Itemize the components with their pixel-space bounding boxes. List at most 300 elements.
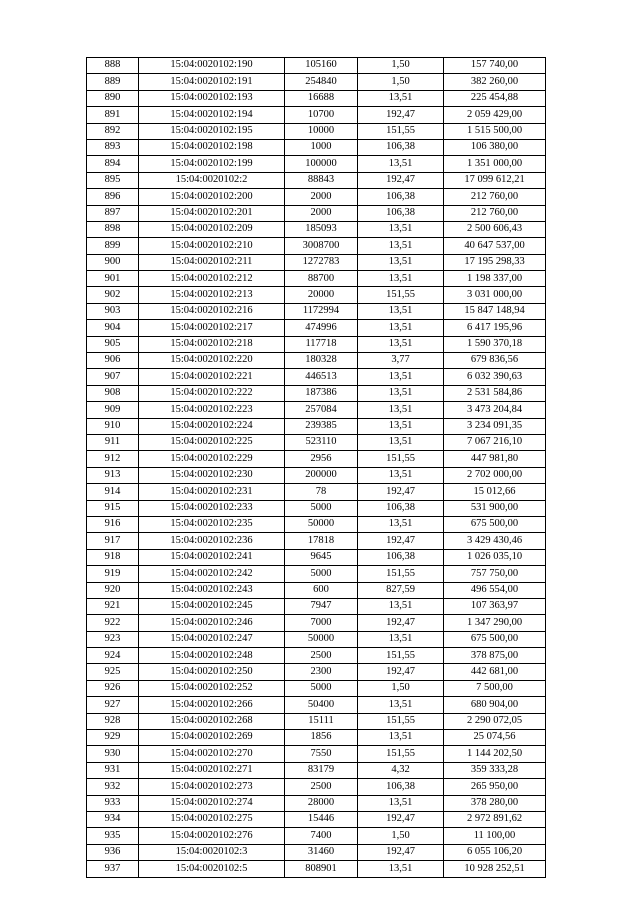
row-number-cell: 933 — [87, 795, 139, 811]
cadastral-number-cell: 15:04:0020102:229 — [139, 451, 285, 467]
row-number-cell: 895 — [87, 172, 139, 188]
area-value-cell: 20000 — [285, 287, 358, 303]
area-value-cell: 88700 — [285, 271, 358, 287]
cadastral-sum-cell: 6 055 106,20 — [444, 844, 546, 860]
rate-value-cell: 13,51 — [358, 418, 444, 434]
rate-value-cell: 106,38 — [358, 189, 444, 205]
area-value-cell: 1172994 — [285, 303, 358, 319]
rate-value-cell: 106,38 — [358, 500, 444, 516]
area-value-cell: 239385 — [285, 418, 358, 434]
cadastral-number-cell: 15:04:0020102:190 — [139, 58, 285, 74]
table-row — [87, 418, 546, 434]
rate-value-cell: 192,47 — [358, 533, 444, 549]
table-row — [87, 107, 546, 123]
table-row — [87, 320, 546, 336]
cadastral-sum-cell: 1 590 370,18 — [444, 336, 546, 352]
table-row — [87, 172, 546, 188]
cadastral-number-cell: 15:04:0020102:269 — [139, 730, 285, 746]
cadastral-sum-cell: 679 836,56 — [444, 353, 546, 369]
cadastral-number-cell: 15:04:0020102:241 — [139, 549, 285, 565]
cadastral-sum-cell: 359 333,28 — [444, 762, 546, 778]
cadastral-sum-cell: 107 363,97 — [444, 598, 546, 614]
cadastral-sum-cell: 157 740,00 — [444, 58, 546, 74]
row-number-cell: 935 — [87, 828, 139, 844]
rate-value-cell: 1,50 — [358, 828, 444, 844]
rate-value-cell: 192,47 — [358, 484, 444, 500]
area-value-cell: 10700 — [285, 107, 358, 123]
cadastral-number-cell: 15:04:0020102:247 — [139, 631, 285, 647]
row-number-cell: 920 — [87, 582, 139, 598]
cadastral-sum-cell: 1 026 035,10 — [444, 549, 546, 565]
table-row — [87, 287, 546, 303]
row-number-cell: 910 — [87, 418, 139, 434]
area-value-cell: 78 — [285, 484, 358, 500]
cadastral-sum-cell: 757 750,00 — [444, 566, 546, 582]
row-number-cell: 914 — [87, 484, 139, 500]
cadastral-sum-cell: 2 059 429,00 — [444, 107, 546, 123]
row-number-cell: 912 — [87, 451, 139, 467]
rate-value-cell: 13,51 — [358, 271, 444, 287]
cadastral-number-cell: 15:04:0020102:266 — [139, 697, 285, 713]
rate-value-cell: 151,55 — [358, 713, 444, 729]
rate-value-cell: 13,51 — [358, 516, 444, 532]
row-number-cell: 934 — [87, 811, 139, 827]
area-value-cell: 446513 — [285, 369, 358, 385]
table-row — [87, 811, 546, 827]
rate-value-cell: 13,51 — [358, 369, 444, 385]
row-number-cell: 891 — [87, 107, 139, 123]
cadastral-sum-cell: 6 417 195,96 — [444, 320, 546, 336]
row-number-cell: 911 — [87, 434, 139, 450]
table-body — [87, 58, 546, 878]
rate-value-cell: 1,50 — [358, 74, 444, 90]
table-row — [87, 451, 546, 467]
cadastral-sum-cell: 382 260,00 — [444, 74, 546, 90]
area-value-cell: 600 — [285, 582, 358, 598]
row-number-cell: 916 — [87, 516, 139, 532]
table-row — [87, 516, 546, 532]
rate-value-cell: 151,55 — [358, 648, 444, 664]
rate-value-cell: 13,51 — [358, 336, 444, 352]
area-value-cell: 2300 — [285, 664, 358, 680]
rate-value-cell: 13,51 — [358, 402, 444, 418]
cadastral-number-cell: 15:04:0020102:233 — [139, 500, 285, 516]
area-value-cell: 50000 — [285, 516, 358, 532]
cadastral-number-cell: 15:04:0020102:275 — [139, 811, 285, 827]
row-number-cell: 892 — [87, 123, 139, 139]
cadastral-number-cell: 15:04:0020102:270 — [139, 746, 285, 762]
table-row — [87, 779, 546, 795]
rate-value-cell: 192,47 — [358, 811, 444, 827]
table-row — [87, 664, 546, 680]
row-number-cell: 923 — [87, 631, 139, 647]
rate-value-cell: 13,51 — [358, 156, 444, 172]
row-number-cell: 936 — [87, 844, 139, 860]
area-value-cell: 200000 — [285, 467, 358, 483]
row-number-cell: 888 — [87, 58, 139, 74]
cadastral-sum-cell: 3 429 430,46 — [444, 533, 546, 549]
rate-value-cell: 106,38 — [358, 139, 444, 155]
cadastral-number-cell: 15:04:0020102:271 — [139, 762, 285, 778]
cadastral-number-cell: 15:04:0020102:235 — [139, 516, 285, 532]
table-row — [87, 533, 546, 549]
area-value-cell: 5000 — [285, 680, 358, 696]
cadastral-sum-cell: 675 500,00 — [444, 631, 546, 647]
row-number-cell: 915 — [87, 500, 139, 516]
row-number-cell: 907 — [87, 369, 139, 385]
cadastral-number-cell: 15:04:0020102:193 — [139, 90, 285, 106]
rate-value-cell: 4,32 — [358, 762, 444, 778]
rate-value-cell: 13,51 — [358, 254, 444, 270]
row-number-cell: 903 — [87, 303, 139, 319]
rate-value-cell: 3,77 — [358, 353, 444, 369]
cadastral-number-cell: 15:04:0020102:245 — [139, 598, 285, 614]
table-row — [87, 828, 546, 844]
cadastral-number-cell: 15:04:0020102:252 — [139, 680, 285, 696]
cadastral-sum-cell: 378 875,00 — [444, 648, 546, 664]
cadastral-sum-cell: 225 454,88 — [444, 90, 546, 106]
area-value-cell: 185093 — [285, 221, 358, 237]
rate-value-cell: 106,38 — [358, 779, 444, 795]
rate-value-cell: 13,51 — [358, 795, 444, 811]
rate-value-cell: 13,51 — [358, 467, 444, 483]
cadastral-number-cell: 15:04:0020102:209 — [139, 221, 285, 237]
table-row — [87, 598, 546, 614]
table-row — [87, 500, 546, 516]
row-number-cell: 900 — [87, 254, 139, 270]
rate-value-cell: 13,51 — [358, 320, 444, 336]
row-number-cell: 897 — [87, 205, 139, 221]
rate-value-cell: 13,51 — [358, 385, 444, 401]
cadastral-number-cell: 15:04:0020102:243 — [139, 582, 285, 598]
table-row — [87, 254, 546, 270]
cadastral-number-cell: 15:04:0020102:248 — [139, 648, 285, 664]
table-row — [87, 615, 546, 631]
cadastral-sum-cell: 3 234 091,35 — [444, 418, 546, 434]
cadastral-number-cell: 15:04:0020102:246 — [139, 615, 285, 631]
cadastral-sum-cell: 11 100,00 — [444, 828, 546, 844]
cadastral-number-cell: 15:04:0020102:276 — [139, 828, 285, 844]
table-row — [87, 123, 546, 139]
table-row — [87, 74, 546, 90]
cadastral-sum-cell: 106 380,00 — [444, 139, 546, 155]
cadastral-number-cell: 15:04:0020102:225 — [139, 434, 285, 450]
cadastral-number-cell: 15:04:0020102:201 — [139, 205, 285, 221]
table-row — [87, 58, 546, 74]
cadastral-sum-cell: 10 928 252,51 — [444, 861, 546, 877]
cadastral-number-cell: 15:04:0020102:220 — [139, 353, 285, 369]
row-number-cell: 918 — [87, 549, 139, 565]
table-row — [87, 271, 546, 287]
area-value-cell: 50400 — [285, 697, 358, 713]
cadastral-sum-cell: 442 681,00 — [444, 664, 546, 680]
rate-value-cell: 151,55 — [358, 287, 444, 303]
table-row — [87, 746, 546, 762]
rate-value-cell: 13,51 — [358, 861, 444, 877]
cadastral-sum-cell: 1 347 290,00 — [444, 615, 546, 631]
row-number-cell: 931 — [87, 762, 139, 778]
cadastral-sum-cell: 7 500,00 — [444, 680, 546, 696]
cadastral-number-cell: 15:04:0020102:3 — [139, 844, 285, 860]
cadastral-sum-cell: 2 500 606,43 — [444, 221, 546, 237]
cadastral-number-cell: 15:04:0020102:213 — [139, 287, 285, 303]
cadastral-sum-cell: 1 351 000,00 — [444, 156, 546, 172]
table-row — [87, 303, 546, 319]
table-row — [87, 385, 546, 401]
cadastral-sum-cell: 212 760,00 — [444, 205, 546, 221]
area-value-cell: 7550 — [285, 746, 358, 762]
cadastral-sum-cell: 447 981,80 — [444, 451, 546, 467]
cadastral-number-cell: 15:04:0020102:221 — [139, 369, 285, 385]
area-value-cell: 50000 — [285, 631, 358, 647]
cadastral-sum-cell: 680 904,00 — [444, 697, 546, 713]
area-value-cell: 7000 — [285, 615, 358, 631]
row-number-cell: 927 — [87, 697, 139, 713]
area-value-cell: 5000 — [285, 500, 358, 516]
cadastral-sum-cell: 7 067 216,10 — [444, 434, 546, 450]
row-number-cell: 919 — [87, 566, 139, 582]
table-row — [87, 139, 546, 155]
cadastral-sum-cell: 17 099 612,21 — [444, 172, 546, 188]
area-value-cell: 100000 — [285, 156, 358, 172]
row-number-cell: 925 — [87, 664, 139, 680]
area-value-cell: 1272783 — [285, 254, 358, 270]
row-number-cell: 928 — [87, 713, 139, 729]
area-value-cell: 7400 — [285, 828, 358, 844]
table-row — [87, 336, 546, 352]
row-number-cell: 924 — [87, 648, 139, 664]
cadastral-sum-cell: 3 473 204,84 — [444, 402, 546, 418]
cadastral-number-cell: 15:04:0020102:230 — [139, 467, 285, 483]
rate-value-cell: 13,51 — [358, 90, 444, 106]
row-number-cell: 906 — [87, 353, 139, 369]
cadastral-number-cell: 15:04:0020102:195 — [139, 123, 285, 139]
area-value-cell: 523110 — [285, 434, 358, 450]
rate-value-cell: 13,51 — [358, 238, 444, 254]
area-value-cell: 3008700 — [285, 238, 358, 254]
row-number-cell: 901 — [87, 271, 139, 287]
row-number-cell: 904 — [87, 320, 139, 336]
area-value-cell: 257084 — [285, 402, 358, 418]
area-value-cell: 17818 — [285, 533, 358, 549]
rate-value-cell: 106,38 — [358, 205, 444, 221]
cadastral-sum-cell: 496 554,00 — [444, 582, 546, 598]
table-row — [87, 549, 546, 565]
table-row — [87, 221, 546, 237]
cadastral-sum-cell: 378 280,00 — [444, 795, 546, 811]
table-row — [87, 189, 546, 205]
area-value-cell: 1856 — [285, 730, 358, 746]
cadastral-number-cell: 15:04:0020102:268 — [139, 713, 285, 729]
rate-value-cell: 13,51 — [358, 697, 444, 713]
cadastral-sum-cell: 40 647 537,00 — [444, 238, 546, 254]
row-number-cell: 930 — [87, 746, 139, 762]
cadastral-sum-cell: 1 515 500,00 — [444, 123, 546, 139]
cadastral-number-cell: 15:04:0020102:273 — [139, 779, 285, 795]
area-value-cell: 10000 — [285, 123, 358, 139]
row-number-cell: 922 — [87, 615, 139, 631]
area-value-cell: 117718 — [285, 336, 358, 352]
cadastral-sum-cell: 2 702 000,00 — [444, 467, 546, 483]
table-row — [87, 369, 546, 385]
cadastral-number-cell: 15:04:0020102:231 — [139, 484, 285, 500]
rate-value-cell: 192,47 — [358, 107, 444, 123]
table-row — [87, 156, 546, 172]
cadastral-sum-cell: 2 290 072,05 — [444, 713, 546, 729]
cadastral-number-cell: 15:04:0020102:212 — [139, 271, 285, 287]
cadastral-sum-cell: 1 198 337,00 — [444, 271, 546, 287]
cadastral-sum-cell: 675 500,00 — [444, 516, 546, 532]
rate-value-cell: 192,47 — [358, 844, 444, 860]
cadastral-sum-cell: 2 531 584,86 — [444, 385, 546, 401]
area-value-cell: 15111 — [285, 713, 358, 729]
cadastral-number-cell: 15:04:0020102:191 — [139, 74, 285, 90]
cadastral-number-cell: 15:04:0020102:222 — [139, 385, 285, 401]
cadastral-sum-cell: 2 972 891,62 — [444, 811, 546, 827]
table-row — [87, 353, 546, 369]
cadastral-number-cell: 15:04:0020102:2 — [139, 172, 285, 188]
cadastral-sum-cell: 15 847 148,94 — [444, 303, 546, 319]
row-number-cell: 917 — [87, 533, 139, 549]
rate-value-cell: 151,55 — [358, 123, 444, 139]
area-value-cell: 31460 — [285, 844, 358, 860]
row-number-cell: 908 — [87, 385, 139, 401]
cadastral-number-cell: 15:04:0020102:5 — [139, 861, 285, 877]
cadastral-sum-cell: 1 144 202,50 — [444, 746, 546, 762]
area-value-cell: 7947 — [285, 598, 358, 614]
cadastral-sum-cell: 17 195 298,33 — [444, 254, 546, 270]
table-row — [87, 631, 546, 647]
row-number-cell: 890 — [87, 90, 139, 106]
cadastral-sum-cell: 3 031 000,00 — [444, 287, 546, 303]
row-number-cell: 889 — [87, 74, 139, 90]
area-value-cell: 2000 — [285, 189, 358, 205]
rate-value-cell: 13,51 — [358, 730, 444, 746]
rate-value-cell: 151,55 — [358, 566, 444, 582]
table-row — [87, 434, 546, 450]
table-row — [87, 238, 546, 254]
row-number-cell: 909 — [87, 402, 139, 418]
row-number-cell: 894 — [87, 156, 139, 172]
row-number-cell: 926 — [87, 680, 139, 696]
rate-value-cell: 192,47 — [358, 172, 444, 188]
area-value-cell: 2956 — [285, 451, 358, 467]
area-value-cell: 2500 — [285, 648, 358, 664]
table-row — [87, 762, 546, 778]
cadastral-number-cell: 15:04:0020102:194 — [139, 107, 285, 123]
table-row — [87, 205, 546, 221]
rate-value-cell: 13,51 — [358, 303, 444, 319]
rate-value-cell: 827,59 — [358, 582, 444, 598]
cadastral-sum-cell: 25 074,56 — [444, 730, 546, 746]
table-row — [87, 467, 546, 483]
cadastral-number-cell: 15:04:0020102:199 — [139, 156, 285, 172]
table-row — [87, 402, 546, 418]
rate-value-cell: 151,55 — [358, 451, 444, 467]
area-value-cell: 88843 — [285, 172, 358, 188]
area-value-cell: 808901 — [285, 861, 358, 877]
row-number-cell: 932 — [87, 779, 139, 795]
cadastral-number-cell: 15:04:0020102:242 — [139, 566, 285, 582]
area-value-cell: 105160 — [285, 58, 358, 74]
area-value-cell: 15446 — [285, 811, 358, 827]
area-value-cell: 83179 — [285, 762, 358, 778]
area-value-cell: 474996 — [285, 320, 358, 336]
rate-value-cell: 13,51 — [358, 221, 444, 237]
table-row — [87, 484, 546, 500]
row-number-cell: 905 — [87, 336, 139, 352]
area-value-cell: 187386 — [285, 385, 358, 401]
row-number-cell: 899 — [87, 238, 139, 254]
cadastral-number-cell: 15:04:0020102:223 — [139, 402, 285, 418]
cadastral-sum-cell: 265 950,00 — [444, 779, 546, 795]
table-row — [87, 861, 546, 877]
row-number-cell: 921 — [87, 598, 139, 614]
area-value-cell: 16688 — [285, 90, 358, 106]
row-number-cell: 898 — [87, 221, 139, 237]
rate-value-cell: 1,50 — [358, 58, 444, 74]
cadastral-sum-cell: 531 900,00 — [444, 500, 546, 516]
rate-value-cell: 1,50 — [358, 680, 444, 696]
cadastral-value-table — [86, 57, 546, 878]
cadastral-sum-cell: 6 032 390,63 — [444, 369, 546, 385]
area-value-cell: 5000 — [285, 566, 358, 582]
table-row — [87, 730, 546, 746]
cadastral-number-cell: 15:04:0020102:200 — [139, 189, 285, 205]
area-value-cell: 28000 — [285, 795, 358, 811]
cadastral-number-cell: 15:04:0020102:198 — [139, 139, 285, 155]
cadastral-number-cell: 15:04:0020102:211 — [139, 254, 285, 270]
area-value-cell: 254840 — [285, 74, 358, 90]
rate-value-cell: 106,38 — [358, 549, 444, 565]
cadastral-number-cell: 15:04:0020102:210 — [139, 238, 285, 254]
rate-value-cell: 13,51 — [358, 598, 444, 614]
rate-value-cell: 151,55 — [358, 746, 444, 762]
cadastral-sum-cell: 15 012,66 — [444, 484, 546, 500]
area-value-cell: 2500 — [285, 779, 358, 795]
cadastral-number-cell: 15:04:0020102:236 — [139, 533, 285, 549]
row-number-cell: 893 — [87, 139, 139, 155]
row-number-cell: 913 — [87, 467, 139, 483]
area-value-cell: 2000 — [285, 205, 358, 221]
row-number-cell: 902 — [87, 287, 139, 303]
rate-value-cell: 13,51 — [358, 631, 444, 647]
cadastral-number-cell: 15:04:0020102:216 — [139, 303, 285, 319]
table-row — [87, 713, 546, 729]
rate-value-cell: 192,47 — [358, 664, 444, 680]
rate-value-cell: 192,47 — [358, 615, 444, 631]
rate-value-cell: 13,51 — [358, 434, 444, 450]
area-value-cell: 1000 — [285, 139, 358, 155]
table-row — [87, 844, 546, 860]
cadastral-number-cell: 15:04:0020102:217 — [139, 320, 285, 336]
cadastral-number-cell: 15:04:0020102:250 — [139, 664, 285, 680]
area-value-cell: 180328 — [285, 353, 358, 369]
row-number-cell: 937 — [87, 861, 139, 877]
cadastral-number-cell: 15:04:0020102:274 — [139, 795, 285, 811]
table-row — [87, 680, 546, 696]
row-number-cell: 896 — [87, 189, 139, 205]
table-row — [87, 566, 546, 582]
table-row — [87, 795, 546, 811]
table-row — [87, 90, 546, 106]
area-value-cell: 9645 — [285, 549, 358, 565]
table-row — [87, 697, 546, 713]
cadastral-sum-cell: 212 760,00 — [444, 189, 546, 205]
table-row — [87, 582, 546, 598]
table-row — [87, 648, 546, 664]
cadastral-number-cell: 15:04:0020102:224 — [139, 418, 285, 434]
